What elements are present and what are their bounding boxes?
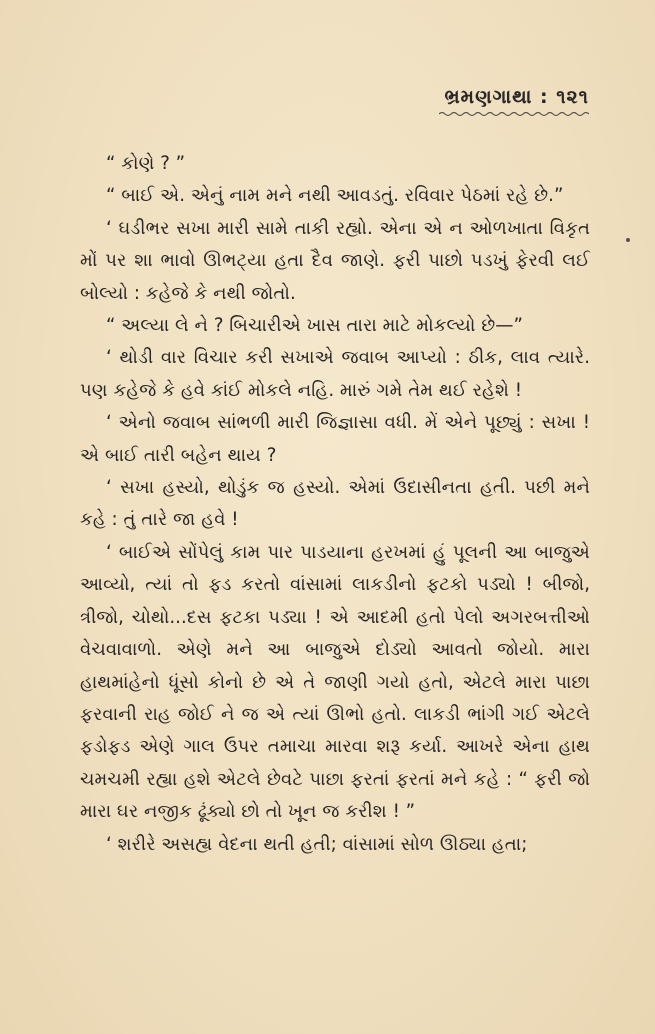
body-text (80, 148, 590, 861)
running-header (439, 86, 589, 118)
paragraph: ‘ એનો જવાબ સાંભળી મારી જિજ્ઞાસા વધી. મેં એને પૂછ્યું : સખા ! એ બાઈ તારી બહેન થાય ? (80, 412, 590, 466)
paragraph: “ અલ્યા લે ને ? બિચારીએ ખાસ તારા માટે મોકલ્યો છે—” (106, 315, 523, 337)
wavy-underline (439, 110, 589, 118)
paragraph: ‘ સખા હસ્યો, થોડુંક જ હસ્યો. એમાં ઉદાસીનતા હતી. પછી મને કહે : તું તારે જા હવે ! (80, 477, 590, 531)
paragraph: “ બાઈ એ. એનું નામ મને નથી આવડતું. રવિવાર પેઠમાં રહે છે.” (106, 185, 564, 207)
page-title: ભ્રમણગાથા : ૧૨૧ (444, 86, 589, 108)
paragraph: “ કોણે ? ” (106, 153, 186, 174)
print-speck (626, 238, 630, 242)
paragraph: ‘ ઘડીભર સખા મારી સામે તાકી રહ્યો. એના એ ન ઓળખાતા વિકૃત મોં પર શા ભાવો ઊભટ્યા હતા દૈવ જાણે. ફરી પાછો પડખું ફેરવી લઈ બોલ્યો : કહેજે કે નથી જોતો. (80, 217, 590, 304)
paragraph: ‘ બાઈએ સોંપેલું કામ પાર પાડયાના હરખમાં હું પૂલની આ બાજુએ આવ્યો, ત્યાં તો ફડ કરતો વાંસામાં લાકડીનો ફટકો પડ્યો ! બીજો, ત્રીજો, ચોથો...દસ ફટકા પડ્યા ! એ આદમી હતો પેલો અગરબત્તીઓ વેચવાવાળો. એણે મને આ બાજુએ દોડ્યો આવતો જોયો. મારા હાથમાંહેનો ધૂંસો કોનો છે એ તે જાણી ગયો હતો, એટલે મારા પાછા ફરવાની રાહ જોઈ ને જ એ ત્યાં ઊભો હતો. લાકડી ભાંગી ગઈ એટલે ફડોફડ એણે ગાલ ઉપર તમાચા મારવા શરૂ કર્યા. આખરે એના હાથ ચમચમી રહ્યા હશે એટલે છેવટે પાછા ફરતાં ફરતાં મને કહે : “ ફરી જો મારા ઘર નજીક ઢૂંક્યો છો તો ખૂન જ કરીશ ! ” (80, 541, 590, 823)
paragraph: ‘ થોડી વાર વિચાર કરી સખાએ જવાબ આપ્યો : ઠીક, લાવ ત્યારે. પણ કહેજે કે હવે કાંઈ મોકલે નહિ. મારું ગમે તેમ થઈ રહેશે ! (80, 347, 590, 401)
paragraph: ‘ શરીરે અસહ્ય વેદના થતી હતી; વાંસામાં સોળ ઊઠ્યા હતા; (106, 833, 528, 855)
